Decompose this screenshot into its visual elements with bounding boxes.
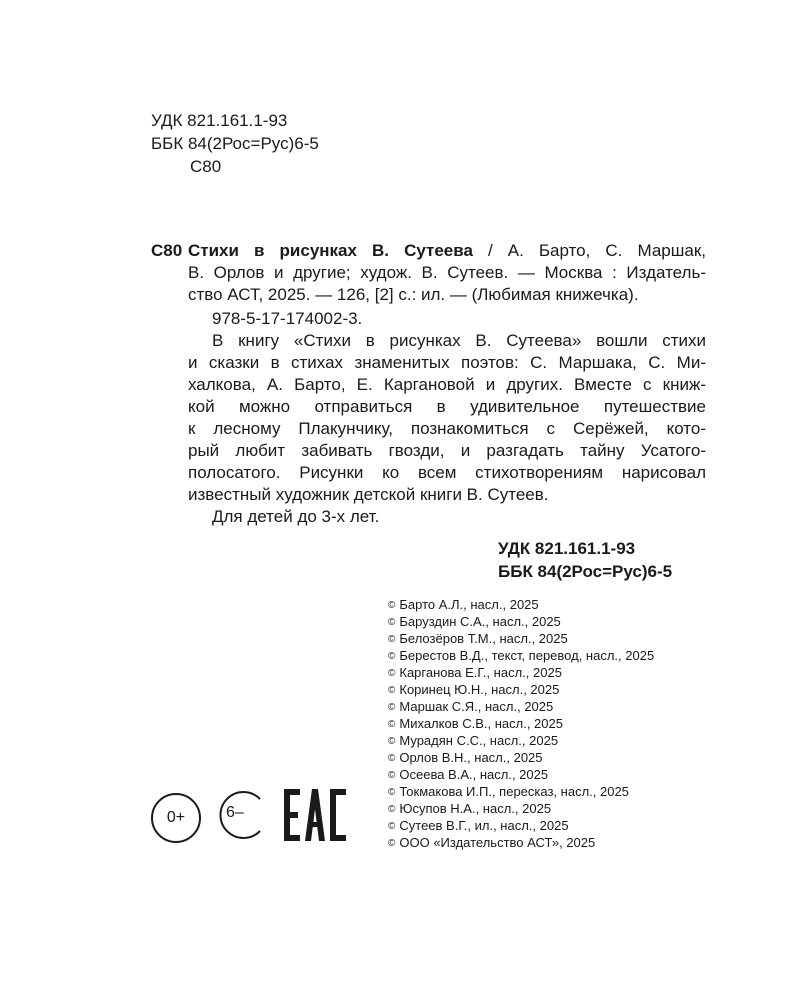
annotation-line: к лесному Плакунчику, познакомиться с Серёжей, кото- <box>188 419 706 438</box>
copyright-item: © Карганова Е.Г., насл., 2025 <box>388 665 562 680</box>
copyright-icon: © <box>388 838 396 849</box>
age-mark-label: 6– <box>226 804 244 821</box>
record-line-rest: / А. Барто, С. Маршак, <box>472 241 706 260</box>
copyright-item: © ООО «Издательство АСТ», 2025 <box>388 835 596 850</box>
copyright-icon: © <box>388 770 396 781</box>
book-title: Стихи в рисунках В. Сутеева <box>188 241 473 260</box>
copyright-icon: © <box>388 719 396 730</box>
copyright-item: © Берестов В.Д., текст, перевод, насл., 2025 <box>388 648 655 663</box>
copyright-item: © Токмакова И.П., пересказ, насл., 2025 <box>388 784 629 799</box>
record-line: ство АСТ, 2025. — 126, [2] с.: ил. — (Любимая книжечка). <box>188 285 639 304</box>
copyright-item: © Осеева В.А., насл., 2025 <box>388 767 549 782</box>
copyright-icon: © <box>388 668 396 679</box>
annotation-line: и сказки в стихах знаменитых поэтов: С. Маршака, С. Ми- <box>188 353 706 372</box>
copyright-icon: © <box>388 753 396 764</box>
age-rating-badge <box>151 793 201 843</box>
copyright-item: © Юсупов Н.А., насл., 2025 <box>388 801 552 816</box>
copyright-icon: © <box>388 804 396 815</box>
copyright-icon: © <box>388 600 396 611</box>
eac-mark-icon <box>284 789 346 841</box>
copyright-icon: © <box>388 651 396 662</box>
record-line: В. Орлов и другие; худож. В. Сутеев. — Москва : Издатель- <box>188 263 706 282</box>
copyright-item: © Орлов В.Н., насл., 2025 <box>388 750 543 765</box>
copyright-item: © Баруздин С.А., насл., 2025 <box>388 614 561 629</box>
isbn: 978-5-17-174002-3. <box>212 309 363 328</box>
copyright-list <box>388 597 654 852</box>
annotation-line: кой можно отправиться в удивительное путешествие <box>188 397 706 416</box>
copyright-icon: © <box>388 787 396 798</box>
copyright-item: © Сутеев В.Г., ил., насл., 2025 <box>388 818 569 833</box>
copyright-icon: © <box>388 821 396 832</box>
annotation-line: известный художник детской книги В. Сутеев. <box>188 485 549 504</box>
copyright-icon: © <box>388 685 396 696</box>
header-author-code: С80 <box>190 157 222 176</box>
bibliographic-record <box>188 240 706 306</box>
annotation-line: полосатого. Рисунки ко всем стихотворениям нарисовал <box>188 463 706 482</box>
age-rating-label: 0+ <box>166 809 186 826</box>
copyright-icon: © <box>388 617 396 628</box>
classification-udk: УДК 821.161.1-93 <box>498 539 636 558</box>
record-line <box>188 240 706 262</box>
copyright-item: © Маршак С.Я., насл., 2025 <box>388 699 554 714</box>
copyright-item: © Коринец Ю.Н., насл., 2025 <box>388 682 560 697</box>
annotation-line: В книгу «Стихи в рисунках В. Сутеева» вошли стихи <box>212 331 706 350</box>
header-udk: УДК 821.161.1-93 <box>151 111 288 130</box>
age-mark-badge <box>212 789 270 841</box>
copyright-item: © Барто А.Л., насл., 2025 <box>388 597 539 612</box>
copyright-item: © Белозёров Т.М., насл., 2025 <box>388 631 568 646</box>
classification-bbk: ББК 84(2Рос=Рус)6-5 <box>498 562 673 581</box>
header-bbk: ББК 84(2Рос=Рус)6-5 <box>151 134 319 153</box>
copyright-icon: © <box>388 634 396 645</box>
copyright-icon: © <box>388 702 396 713</box>
copyright-item: © Михалков С.В., насл., 2025 <box>388 716 563 731</box>
annotation-line: халкова, А. Барто, Е. Каргановой и других. Вместе с книж- <box>188 375 706 394</box>
annotation-line: рый любит забивать гвозди, и разгадать тайну Усатого- <box>188 441 706 460</box>
age-note: Для детей до 3-х лет. <box>212 507 380 526</box>
book-annotation <box>188 330 706 506</box>
copyright-item: © Мурадян С.С., насл., 2025 <box>388 733 559 748</box>
copyright-icon: © <box>388 736 396 747</box>
record-author-mark: С80 <box>151 241 183 260</box>
